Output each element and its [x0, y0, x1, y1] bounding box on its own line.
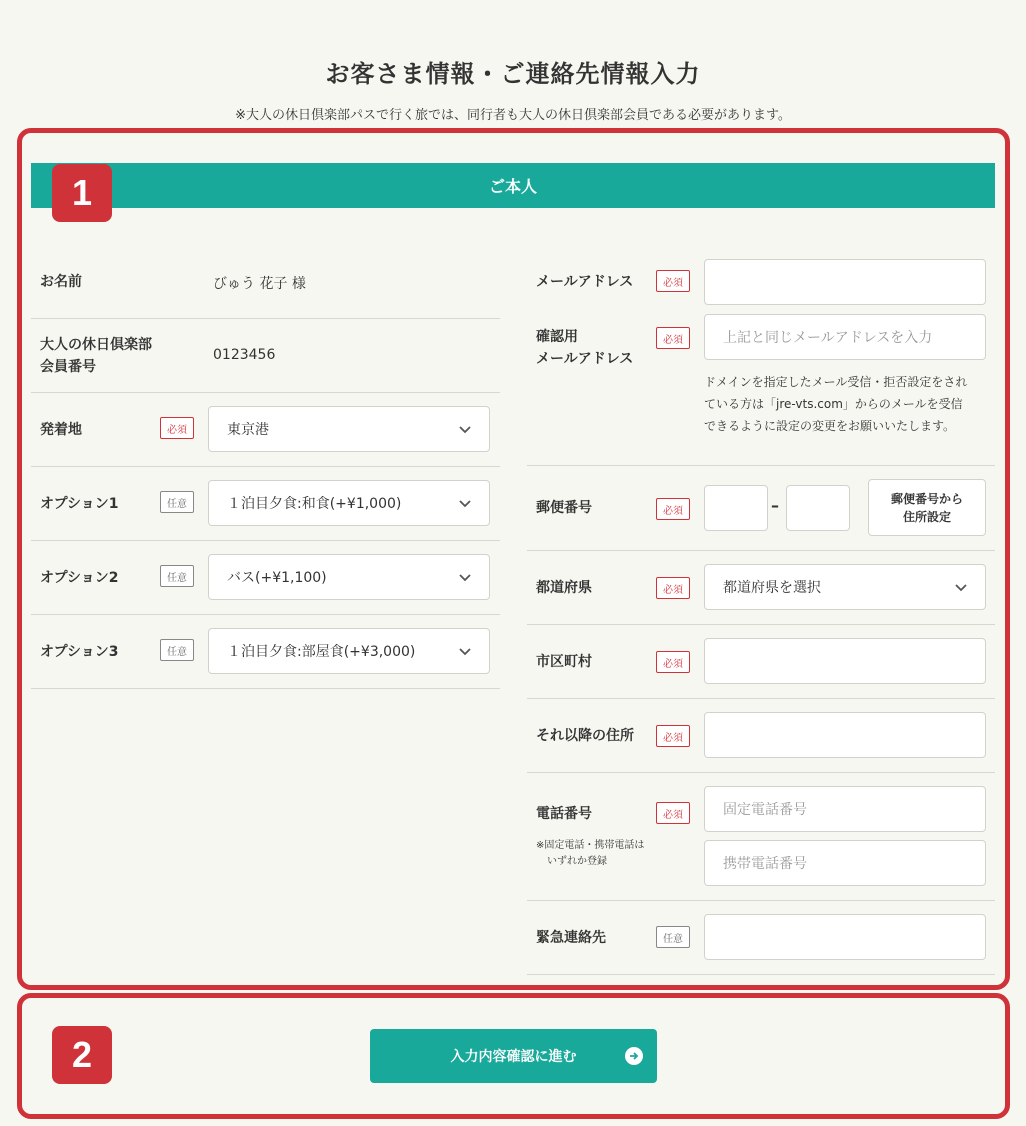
chevron-down-icon [457, 643, 473, 659]
city-input[interactable] [704, 638, 986, 684]
postal-button-line1: 郵便番号から [890, 491, 963, 506]
option1-label: オプション1 [40, 496, 119, 512]
email-input[interactable] [704, 259, 986, 305]
confirm-submit-button[interactable] [370, 1029, 657, 1083]
member-value: 0123456 [213, 347, 276, 363]
required-badge: 必須 [656, 577, 690, 599]
landline-input[interactable] [704, 786, 986, 832]
prefecture-select[interactable] [704, 564, 986, 610]
required-badge: 必須 [656, 498, 690, 520]
departure-label: 発着地 [40, 422, 82, 438]
city-label: 市区町村 [536, 654, 592, 670]
required-badge: 必須 [656, 725, 690, 747]
postal-input-2[interactable] [786, 485, 850, 531]
email-help-text [704, 371, 967, 437]
marker-1: 1 [52, 164, 112, 222]
option1-select[interactable] [208, 480, 490, 526]
optional-badge: 任意 [160, 565, 194, 587]
optional-badge: 任意 [160, 491, 194, 513]
email-confirm-label [536, 326, 633, 370]
option3-selected: １泊目夕食:部屋食(+¥3,000) [227, 644, 416, 660]
postal-input-1[interactable] [704, 485, 768, 531]
prefecture-selected: 都道府県を選択 [723, 580, 821, 596]
chevron-down-icon [457, 495, 473, 511]
departure-select[interactable] [208, 406, 490, 452]
name-value: びゅう 花子 様 [213, 276, 306, 292]
chevron-down-icon [457, 421, 473, 437]
postal-label: 郵便番号 [536, 500, 592, 516]
option3-select[interactable] [208, 628, 490, 674]
section-header [31, 163, 995, 208]
member-label-line2: 会員番号 [40, 359, 96, 375]
option3-label: オプション3 [40, 644, 119, 660]
required-badge: 必須 [656, 651, 690, 673]
email-help-line3: できるように設定の変更をお願いいたします。 [704, 419, 956, 433]
email-confirm-label-line1: 確認用 [536, 329, 578, 345]
phone-label: 電話番号 [536, 806, 592, 822]
emergency-label: 緊急連絡先 [536, 930, 606, 946]
required-badge: 必須 [160, 417, 194, 439]
email-confirm-label-line2: メールアドレス [536, 351, 634, 367]
option1-selected: １泊目夕食:和食(+¥1,000) [227, 496, 402, 512]
departure-selected: 東京港 [227, 422, 269, 438]
name-label: お名前 [40, 274, 82, 290]
marker-2: 2 [52, 1026, 112, 1084]
chevron-down-icon [953, 579, 969, 595]
email-help-line1: ドメインを指定したメール受信・拒否設定をされ [704, 375, 968, 389]
member-label-line1: 大人の休日倶楽部 [40, 337, 152, 353]
page-note: ※大人の休日倶楽部パスで行く旅では、同行者も大人の休日倶楽部会員である必要があります。 [235, 108, 791, 123]
email-confirm-input[interactable] [704, 314, 986, 360]
required-badge: 必須 [656, 270, 690, 292]
address-input[interactable] [704, 712, 986, 758]
landline-placeholder: 固定電話番号 [723, 802, 807, 818]
emergency-input[interactable] [704, 914, 986, 960]
chevron-down-icon [457, 569, 473, 585]
section-title: ご本人 [488, 177, 537, 196]
address-label: それ以降の住所 [536, 728, 634, 744]
phone-note-line2: いずれか登録 [547, 856, 607, 867]
option2-select[interactable] [208, 554, 490, 600]
optional-badge: 任意 [160, 639, 194, 661]
member-label [40, 334, 152, 378]
optional-badge: 任意 [656, 926, 690, 948]
postal-dash: – [771, 496, 779, 515]
submit-label: 入力内容確認に進む [450, 1049, 577, 1065]
email-label: メールアドレス [536, 274, 634, 290]
phone-note-line1: ※固定電話・携帯電話は [536, 840, 645, 851]
postal-button-line2: 住所設定 [902, 509, 951, 524]
phone-note [536, 838, 644, 870]
prefecture-label: 都道府県 [536, 580, 592, 596]
mobile-input[interactable] [704, 840, 986, 886]
option2-selected: バス(+¥1,100) [227, 570, 327, 586]
page-title: お客さま情報・ご連絡先情報入力 [325, 60, 701, 88]
mobile-placeholder: 携帯電話番号 [723, 856, 807, 872]
option2-label: オプション2 [40, 570, 119, 586]
required-badge: 必須 [656, 327, 690, 349]
email-confirm-placeholder: 上記と同じメールアドレスを入力 [723, 330, 933, 346]
required-badge: 必須 [656, 802, 690, 824]
email-help-line2: ている方は「jre-vts.com」からのメールを受信 [704, 397, 963, 411]
arrow-right-circle-icon [625, 1047, 643, 1065]
postal-lookup-button[interactable] [868, 479, 986, 536]
